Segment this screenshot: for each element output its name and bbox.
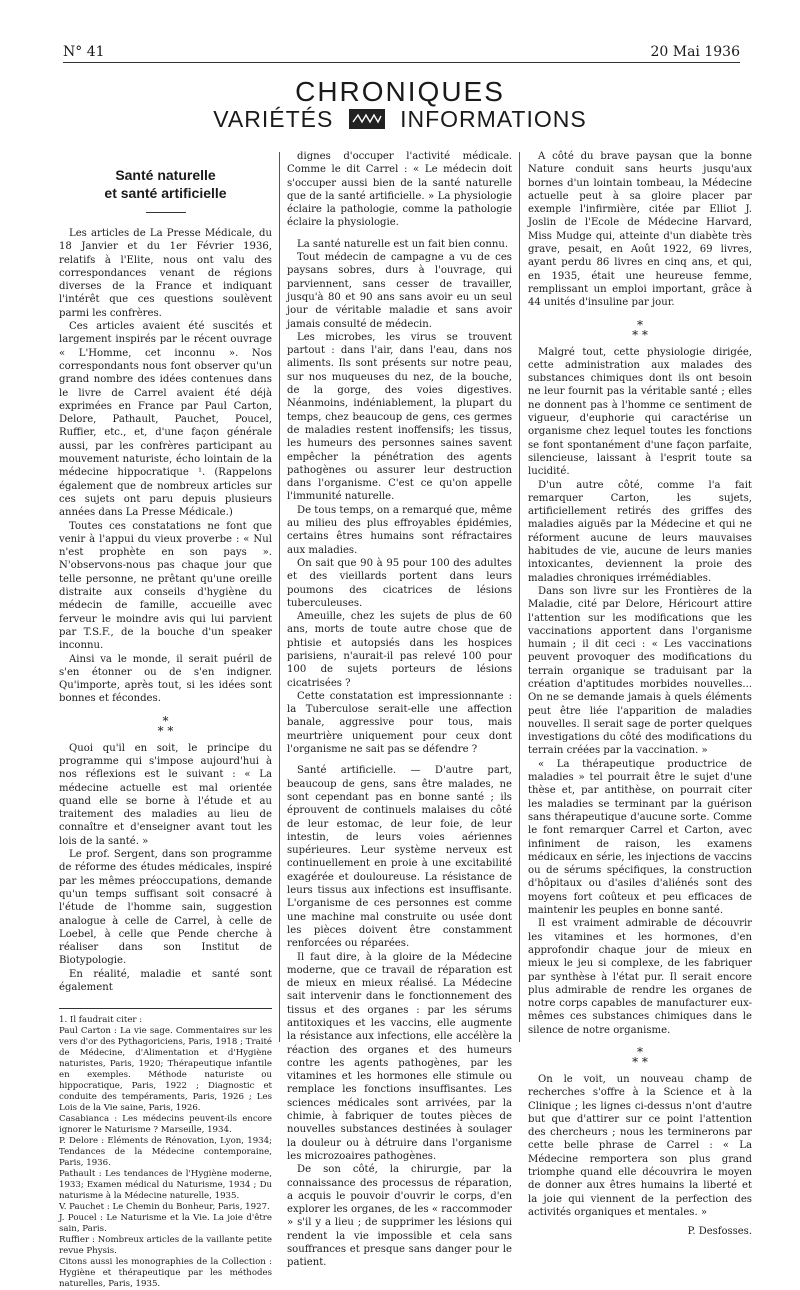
column-divider <box>279 152 280 1042</box>
paragraph: De tous temps, on a remarqué que, même au milieu des plus effroyables épidémies, certains êtres humains sont réfractaires aux maladies. <box>287 504 512 556</box>
subtitle-right: INFORMATIONS <box>400 106 587 132</box>
paragraph: De son côté, la chirurgie, par la connaissance des processus de réparation, a acquis le pouvoir d'ouvrir le corps, d'en explorer les organes, de les « raccommoder » s'il y a lieu ; de supprimer les lésions qui rendent la vie impossible et cela sans souffrances et presque sans danger pour le patient. <box>287 1164 512 1269</box>
paragraph: Santé artificielle. — D'autre part, beaucoup de gens, sans être malades, ne sont cependant pas en bonne santé ; ils éprouvent de continuels malaises du côté de leur estomac, de leur foie, de leur intestin, de leurs voies aériennes supérieures. Leur système nerveux est continuellement en proie à une excitabilité exagérée et douloureuse. La résistance de leurs tissus aux infections est insuffisante. L'organisme de ces personnes est comme une machine mal construite ou usée dont les pièces doivent être constamment renforcées ou réparées. <box>287 765 512 950</box>
footnote: Ruffier : Nombreux articles de la vaillante petite revue Physis. <box>59 1235 272 1257</box>
footnote: V. Pauchet : Le Chemin du Bonheur, Paris, 1927. <box>59 1202 270 1213</box>
issue-number: N° 41 <box>63 44 105 60</box>
paragraph: La santé naturelle est un fait bien connu. <box>297 238 509 250</box>
footnote: Pathault : Les tendances de l'Hygiène moderne, 1933; Examen médical du Naturisme, 1934 ; Du naturisme à la Médecine naturelle, 1935. <box>59 1169 272 1202</box>
paragraph: Toutes ces constatations ne font que venir à l'appui du vieux proverbe : « Nul n'est prophète en son pays ». N'observons-nous pas chaque jour que telle personne, ne prêtant qu'une oreille distraite aux conseils d'hygiène du médecin de famille, accueille avec ferveur le moindre avis qui lui parvient par T.S.F., de la bouche d'un speaker inconnu. <box>59 520 272 652</box>
paragraph: Il faut dire, à la gloire de la Médecine moderne, que ce travail de réparation est de mieux en mieux réalisé. La Médecine sait intervenir dans le fonctionnement des tissus et des organes : par les sérums antitoxiques et les vaccins, elle augmente la résistance aux infections, elle accélère la réaction des organes et des humeurs contre les agents pathogènes, par les vitamines et les hormones elle stimule ou remplace les fonctions insuffisantes. Les sciences médicales sont arrivées, par la chimie, à fabriquer de toutes pièces de nouvelles substances destinées à soulager la douleur ou à détruire dans l'organisme les microzoaires pathogènes. <box>287 951 512 1162</box>
paragraph: On le voit, un nouveau champ de recherches s'offre à la Science et à la Clinique ; les lignes ci-dessus n'ont d'autre but que d'attirer sur ce point l'attention des chercheurs ; nous les terminerons par cette belle phrase de Carrel : « La Médecine remportera son plus grand triomphe quand elle découvrira le moyen de donner aux êtres humains la liberté et la joie qui viennent de la perfection des activités organiques et mentales. » <box>528 1074 752 1218</box>
footnote: J. Poucel : Le Naturisme et la Vie. La joie d'être sain, Paris. <box>59 1213 272 1235</box>
paragraph: En réalité, maladie et santé sont également <box>59 968 272 994</box>
title-rule <box>146 212 186 213</box>
subtitle-left: VARIÉTÉS <box>213 106 334 132</box>
ornament-logo-icon <box>349 109 385 129</box>
footnote: Citons aussi les monographies de la Collection : Hygiène et thérapeutique par les méthodes naturelles, Paris, 1935. <box>59 1257 272 1290</box>
footnote: Casabianca : Les médecins peuvent-ils encore ignorer le Naturisme ? Marseille, 1934. <box>59 1114 272 1136</box>
paragraph: Quoi qu'il en soit, le principe du programme qui s'impose aujourd'hui à nos réflexions est le suivant : « La médecine actuelle est mal orientée quand elle se borne à l'étude et au traitement des maladies au lieu de connaître et d'enseigner avant tout les lois de la santé. » <box>59 742 272 847</box>
footnote: Paul Carton : La vie sage. Commentaires sur les vers d'or des Pythagoriciens, Paris, 1918 ; Traité de Médecine, d'Alimentation et d'Hygiène naturistes, Paris, 1920; Thérapeutique infantile en exemples. Méthode naturiste ou hippocratique, Paris, 1922 ; Diagnostic et conduite des tempéraments, Paris, 1926 ; Les Lois de la Vie saine, Paris, 1926. <box>59 1026 272 1114</box>
article-title-line1: Santé naturelle <box>115 167 216 183</box>
paragraph: A côté du brave paysan que la bonne Nature conduit sans heurts jusqu'aux bornes d'un lointain tombeau, la Médecine actuelle peut à sa gloire placer par exemple l'infirmière, citée par Elliot J. Joslin de l'Ecole de Médecine Harvard, Miss Mudge qui, atteinte d'un diabète très grave, pesait, en Août 1922, 69 livres, ayant perdu 86 livres en cinq ans, et qui, en 1935, était une heureuse femme, remplissant un emploi important, grâce à 44 unités d'insuline par jour. <box>528 151 752 309</box>
paragraph: On sait que 90 à 95 pour 100 des adultes et des vieillards portent dans leurs poumons des cicatrices de lésions tuberculeuses. <box>287 557 512 609</box>
paragraph: Les articles de La Presse Médicale, du 18 Janvier et du 1er Février 1936, relatifs à l'Elite, nous ont valu des correspondances venant de régions diverses de la France et indiquant l'intérêt que ces questions soulèvent parmi les confrères. <box>59 228 272 319</box>
section-stars: * * * <box>632 1045 648 1069</box>
paragraph: Cette constatation est impressionnante : la Tuberculose serait-elle une affection banale, aggressive pour tous, mais meurtrière uniquement pour ceux dont l'organisme ne sait pas se défendre ? <box>287 690 512 756</box>
paragraph: Ameuille, chez les sujets de plus de 60 ans, morts de toute autre chose que de phtisie et autopsiés dans les hospices parisiens, n'aurait-il pas relevé 100 pour 100 de sujets porteurs de lésions cicatrisées ? <box>287 611 512 689</box>
column-1 <box>59 160 272 1290</box>
paragraph: Les microbes, les virus se trouvent partout : dans l'air, dans l'eau, dans nos aliments. Ils sont présents sur notre peau, sur nos muqueuses du nez, de la bouche, de la gorge, des voies digestives. Néanmoins, indéniablement, la plupart du temps, chez beaucoup de gens, ces germes de maladies restent inoffensifs; les tissus, les humeurs des personnes saines savent empêcher la pénétration des agents pathogènes ou assurer leur destruction dans l'organisme. C'est ce qu'on appelle l'immunité naturelle. <box>287 331 512 503</box>
section-stars: * * * <box>157 713 174 738</box>
header-rule <box>63 62 740 63</box>
paragraph: Ainsi va le monde, il serait puéril de s'en étonner ou de s'en indigner. Qu'importe, après tout, si les idées sont bonnes et fécondes. <box>59 653 272 705</box>
paragraph: Le prof. Sergent, dans son programme de réforme des études médicales, inspiré par les mêmes préoccupations, demande qu'un temps suffisant soit consacré à l'étude de l'homme sain, suggestion analogue à celle de Carrel, à celle de Loebel, à celle que Pende cherche à réaliser dans son Institut de Biotypologie. <box>59 849 272 967</box>
article-title-line2: et santé artificielle <box>104 185 227 201</box>
section-stars: * * * <box>632 317 648 342</box>
paragraph: Tout médecin de campagne a vu de ces paysans sobres, durs à l'ouvrage, qui parviennent, sans cesser de travailler, jusqu'à 80 et 90 ans sans avoir eu un seul jour de véritable maladie et sans avoir jamais consulté de médecin. <box>287 252 512 330</box>
column-3 <box>528 150 752 1239</box>
paragraph: D'un autre côté, comme l'a fait remarquer Carton, les sujets, artificiellement retirés des griffes des maladies aiguës par la Médecine et qui ne réforment aucune de leurs mauvaises habitudes de vie, aucune de leurs manies intoxicantes, deviennent la proie des maladies chroniques irrémédiables. <box>528 479 752 584</box>
signature: P. Desfosses. <box>687 1226 752 1238</box>
section-subtitle <box>0 106 800 133</box>
paragraph: Malgré tout, cette physiologie dirigée, cette administration aux malades des substances chimiques dont ils ont besoin ne leur fournit pas la véritable santé ; elles ne donnent pas à l'homme ce sentiment de vigueur, d'euphorie qui caractérise un organisme chez lequel toutes les fonctions se font spontanément d'une façon parfaite, silencieuse, laissant à l'esprit toute sa lucidité. <box>528 346 752 478</box>
paragraph: Ces articles avaient été suscités et largement inspirés par le récent ouvrage « L'Homme, cet inconnu ». Nos correspondants nous font observer qu'un grand nombre des idées contenues dans le livre de Carrel avaient été déjà exprimées en France par Paul Carton, Delore, Pathault, Pauchet, Poucel, Ruffier, etc., et, d'une façon générale aussi, par les confrères participant au mouvement naturiste, écho lointain de la médecine hippocratique ¹. (Rappelons également que de nombreux articles sur ces sujets ont paru depuis plusieurs années dans La Presse Médicale.) <box>59 321 272 519</box>
column-divider <box>519 152 520 1042</box>
paragraph: « La thérapeutique productrice de maladies » tel pourrait être le sujet d'une thèse et, par antithèse, on pourrait citer les maladies se terminant par la guérison sans thérapeutique d'aucune sorte. Comme le font remarquer Carrel et Carton, avec infiniment de raison, les examens médicaux en série, les injections de vaccins ou de sérums spécifiques, la construction d'hôpitaux ou d'asiles d'aliénés sont des moyens fort coûteux et peu efficaces de maintenir les peuples en bonne santé. <box>528 758 752 917</box>
column-2 <box>287 150 512 1270</box>
paragraph: Dans son livre sur les Frontières de la Maladie, cité par Delore, Héricourt attire l'attention sur les modifications que les vaccinations apportent dans l'organisme humain ; il dit ceci : « Les vaccinations peuvent provoquer des modifications du terrain organique se traduisant par la création d'aptitudes morbides nouvelles... On ne se demande jamais à quels éléments peut être liée l'apparition de maladies nouvelles. Il serait sage de porter quelques investigations du côté des modifications du terrain créées par la vaccination. » <box>528 585 752 757</box>
footnotes <box>59 1008 272 1290</box>
paragraph: dignes d'occuper l'activité médicale. Comme le dit Carrel : « Le médecin doit s'occuper aussi bien de la santé naturelle que de la santé artificielle. » La physiologie éclaire la pathologie, comme la pathologie éclaire la physiologie. <box>287 151 512 229</box>
paragraph: Il est vraiment admirable de découvrir les vitamines et les hormones, d'en approfondir chaque jour de mieux en mieux le jeu si complexe, de les fabriquer par synthèse à l'état pur. Il serait encore plus admirable de rendre les organes de notre corps capables de manufacturer eux-mêmes ces substances chimiques dans le silence de notre organisme. <box>528 918 752 1036</box>
footnote: P. Delore : Eléments de Rénovation, Lyon, 1934; Tendances de la Médecine contemporaine, Paris, 1936. <box>59 1136 272 1169</box>
article-title <box>59 166 272 202</box>
section-title: CHRONIQUES <box>295 76 505 107</box>
issue-date: 20 Mai 1936 <box>650 44 740 60</box>
footnote: 1. Il faudrait citer : <box>59 1015 143 1026</box>
